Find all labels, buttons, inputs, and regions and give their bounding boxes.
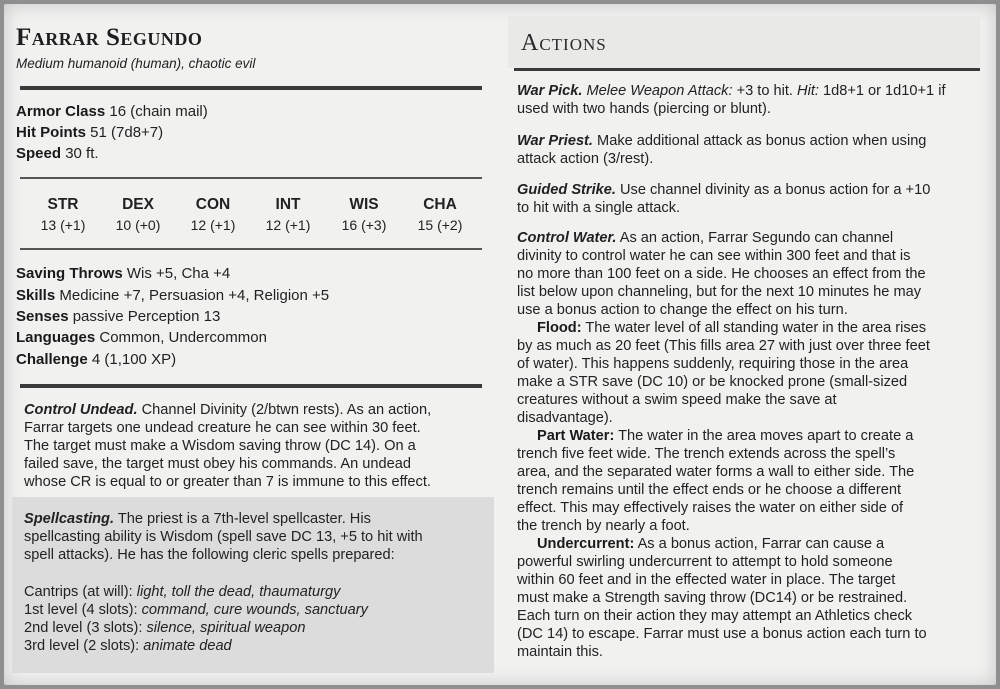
action-war-pick: War Pick. Melee Weapon Attack: +3 to hit. Hit: 1d8+1 or 1d10+1 if used with two hands (piercing or blunt).: [517, 83, 946, 117]
spell-list: [24, 583, 494, 655]
stat-con: CON 12 (+1): [190, 196, 236, 233]
stat-wis: WIS 16 (+3): [341, 196, 387, 233]
actions-heading: Actions: [521, 30, 607, 56]
stat-str: STR 13 (+1): [40, 196, 86, 233]
challenge: Challenge 4 (1,100 XP): [16, 351, 177, 368]
divider-line: [20, 248, 482, 250]
skills: Skills Medicine +7, Persuasion +4, Religion +5: [16, 287, 330, 304]
option-flood: Flood: The water level of all standing water in the area rises: [537, 320, 927, 336]
armor-class: Armor Class 16 (chain mail): [16, 103, 208, 120]
spell-row: 2nd level (3 slots): silence, spiritual weapon: [24, 620, 306, 636]
stat-int: INT 12 (+1): [265, 196, 311, 233]
action-guided-strike: Guided Strike. Use channel divinity as a bonus action for a +10 to hit with a single attack.: [517, 182, 931, 216]
languages: Languages Common, Undercommon: [16, 329, 267, 346]
senses: Senses passive Perception 13: [16, 308, 221, 325]
stat-dex: DEX 10 (+0): [115, 196, 161, 233]
speed: Speed 30 ft.: [16, 145, 99, 162]
action-war-priest: War Priest. Make additional attack as bonus action when using attack action (3/rest).: [517, 133, 927, 167]
monster-name: Farrar Segundo: [16, 24, 203, 51]
trait-control-undead: Control Undead. Channel Divinity (2/btwn rests). As an action, Farrar targets one undead creature he can see within 30 feet. The target must make a Wisdom saving throw (DC 14). On a failed save, the target must obey his commands. An undead whose CR is equal to or greater than 7 is immune to this effect.: [24, 402, 432, 490]
option-part-water: Part Water: The water in the area moves apart to create a: [537, 428, 914, 444]
spell-row: Cantrips (at will): light, toll the dead, thaumaturgy: [24, 584, 341, 600]
action-control-water: Control Water. As an action, Farrar Segundo can channel divinity to control water he can see within 300 feet and that is no more than 100 feet on a side. He chooses an effect from the list below upon channeling, but for the next 10 minutes he may use a bonus action to change the effect on his turn. Flood: The water level of all standing water in the area rises by as much as 20 feet (This fills area 27 with just over three feet of water). This happens suddenly, requiring those in the area make a STR save (DC 10) or be knocked prone (small-sized creatures without a swim speed make the save at disadvantage). Part Water: The water in the area moves apart to create a trench five feet wide. The trench extends across the spell’s area, and the separated water forms a wall to either side. The trench remains until the effect ends or he choose a different effect. This may effectively raises the water on either side of the trench by nearly a foot. Undercurrent: As a bonus action, Farrar can cause a powerful swirling undercurrent to attempt to hold someone within 60 feet and in the effected water in place. The target must make a Strength saving throw (DC14) or be restrained. Each turn on their action they may attempt an Athletics check (DC 14) to escape. Farrar must use a bonus action each turn to maintain this.: [517, 229, 979, 661]
option-undercurrent: Undercurrent: As a bonus action, Farrar can cause a: [537, 536, 885, 552]
divider-bar: [20, 384, 482, 388]
hit-points: Hit Points 51 (7d8+7): [16, 124, 164, 141]
divider-line: [20, 177, 482, 179]
trait-spellcasting: Spellcasting. The priest is a 7th-level spellcaster. His spellcasting ability is Wisdom (spell save DC 13, +5 to hit with spell attacks). He has the following cleric spells prepared:: [24, 511, 423, 563]
monster-type: Medium humanoid (human), chaotic evil: [16, 56, 256, 71]
spell-row: 3rd level (2 slots): animate dead: [24, 638, 232, 654]
divider-bar: [514, 68, 980, 71]
divider-bar: [20, 86, 482, 90]
stat-cha: CHA 15 (+2): [417, 196, 463, 233]
saving-throws: Saving Throws Wis +5, Cha +4: [16, 265, 231, 282]
spell-row: 1st level (4 slots): command, cure wounds, sanctuary: [24, 602, 368, 618]
